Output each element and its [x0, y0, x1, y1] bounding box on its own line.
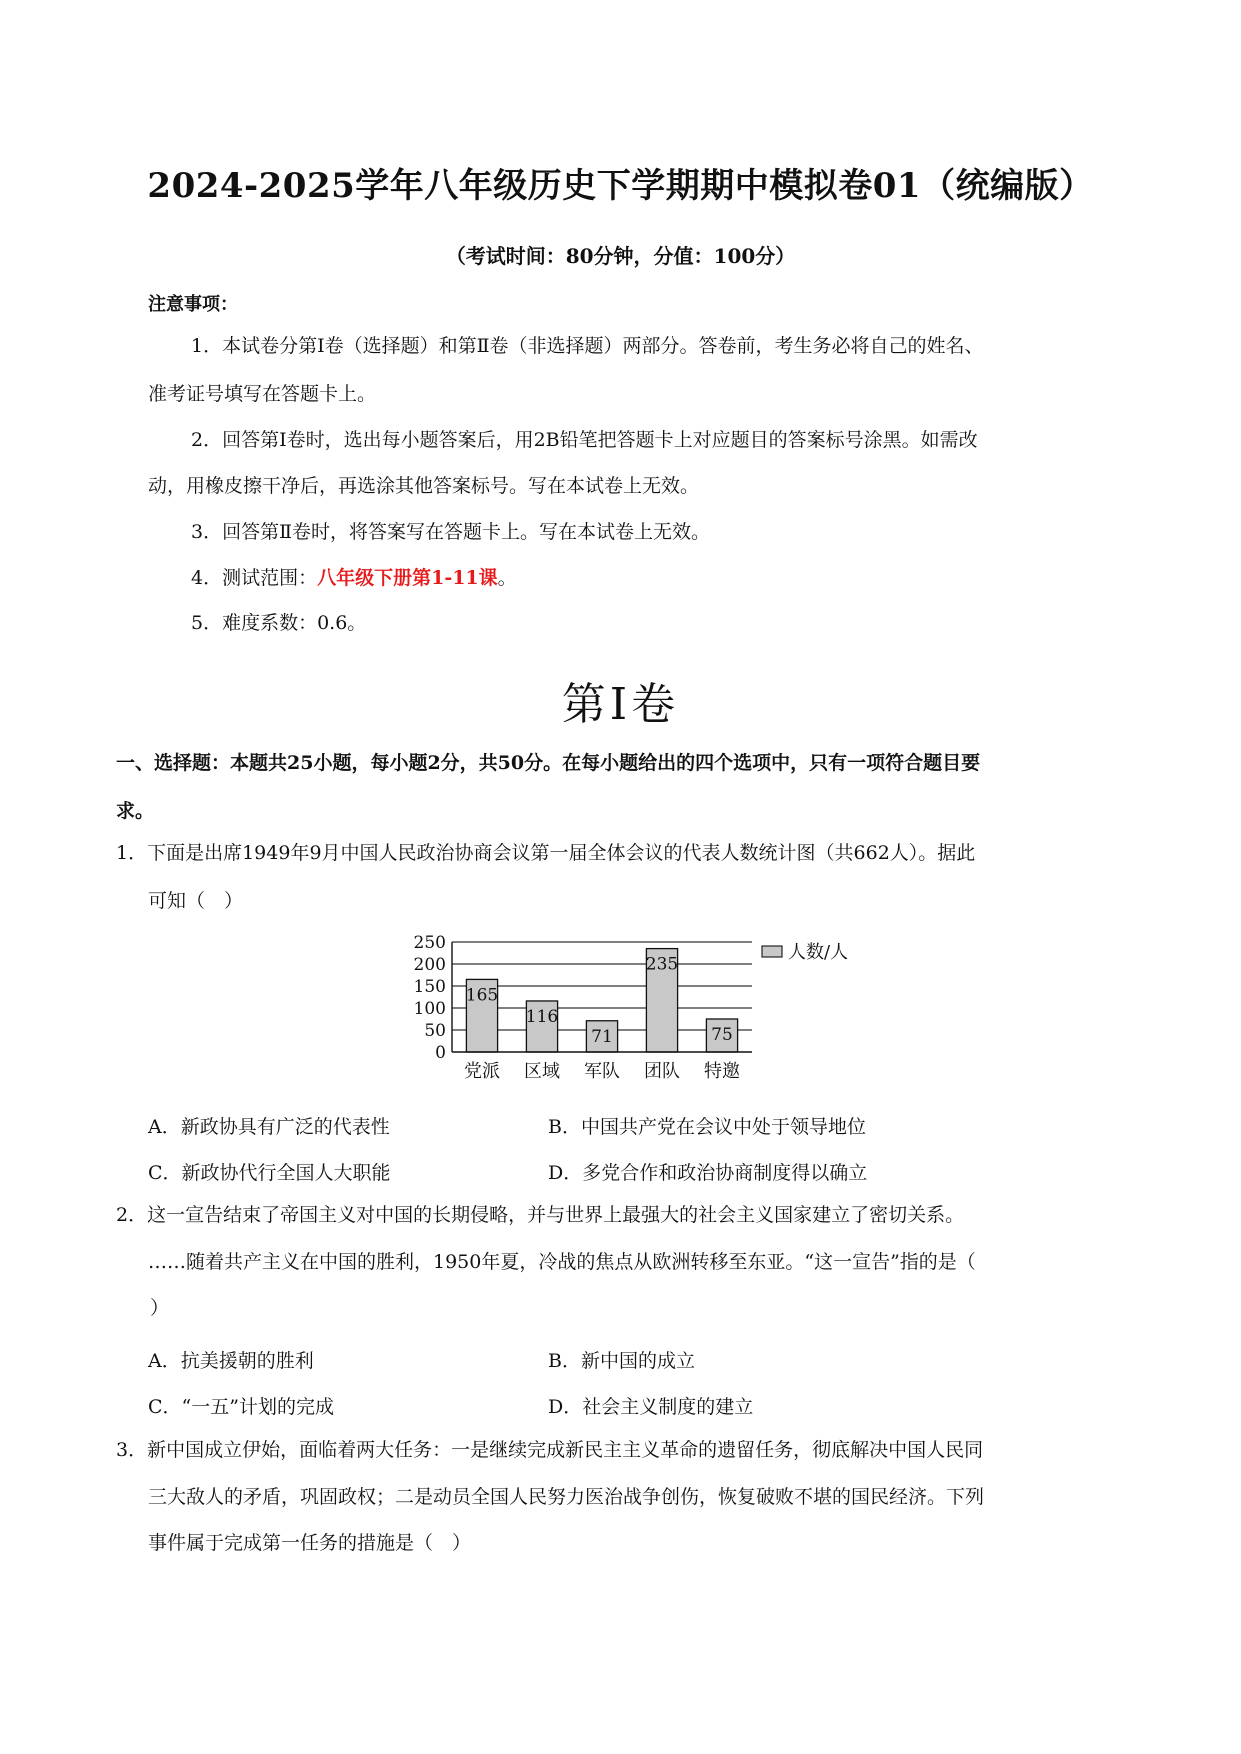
legend-label: 人数/人 — [788, 942, 849, 963]
bar-value-label-特邀: 75 — [711, 1025, 733, 1045]
question-1-stem-line-2: 可知（ ） — [148, 890, 244, 912]
question-1-option-d[interactable]: D．多党合作和政治协商制度得以确立 — [548, 1162, 868, 1184]
question-3-stem-line-2: 三大敌人的矛盾，巩固政权；二是动员全国人民努力医治战争创伤，恢复破败不堪的国民经济。下列 — [148, 1486, 985, 1508]
exam-subtitle: （考试时间：80分钟，分值：100分） — [445, 244, 796, 268]
y-tick-label-250: 250 — [413, 933, 446, 953]
question-1-stem-line-1: 1．下面是出席1949年9月中国人民政治协商会议第一届全体会议的代表人数统计图（共662人）。据此 — [116, 842, 976, 864]
test-scope-highlight: 八年级下册第1-11课 — [317, 567, 498, 589]
bar-value-label-军队: 71 — [591, 1026, 613, 1047]
question-2-stem-line-2: ……随着共产主义在中国的胜利，1950年夏，冷战的焦点从欧洲转移至东亚。“这一宣告”指的是（ — [148, 1251, 976, 1273]
question-2-option-a[interactable]: A．抗美援朝的胜利 — [148, 1350, 314, 1372]
notice-item-4-prefix: 4．测试范围： — [191, 567, 318, 589]
question-3-stem-line-3: 事件属于完成第一任务的措施是（ ） — [148, 1532, 472, 1554]
x-tick-label-党派: 党派 — [464, 1061, 500, 1082]
volume-title: 第Ⅰ卷 — [561, 679, 680, 730]
x-tick-label-区域: 区域 — [524, 1061, 560, 1082]
notice-item-2-line-2: 动，用橡皮擦干净后，再选涂其他答案标号。写在本试卷上无效。 — [148, 475, 700, 497]
question-1-option-c[interactable]: C．新政协代行全国人大职能 — [148, 1162, 391, 1184]
x-tick-label-军队: 军队 — [584, 1061, 620, 1082]
notice-item-4 — [191, 567, 517, 590]
question-2-option-d[interactable]: D．社会主义制度的建立 — [548, 1396, 754, 1418]
question-1-option-a[interactable]: A．新政协具有广泛的代表性 — [148, 1116, 390, 1138]
notice-item-2-line-1: 2．回答第Ⅰ卷时，选出每小题答案后，用2B铅笔把答题卡上对应题目的答案标号涂黑。如需改 — [191, 429, 978, 451]
question-2-option-b[interactable]: B．新中国的成立 — [548, 1350, 695, 1372]
section-heading-line-2: 求。 — [116, 800, 155, 822]
y-tick-label-150: 150 — [413, 977, 446, 997]
y-tick-label-50: 50 — [424, 1021, 446, 1041]
notice-item-4-suffix: 。 — [497, 567, 517, 589]
bar-value-label-区域: 116 — [525, 1006, 559, 1027]
exam-title: 2024-2025学年八年级历史下学期期中模拟卷01（统编版） — [147, 166, 1094, 206]
notice-item-3: 3．回答第Ⅱ卷时，将答案写在答题卡上。写在本试卷上无效。 — [191, 521, 711, 543]
y-tick-label-200: 200 — [413, 955, 446, 975]
bar-value-label-团队: 235 — [645, 954, 679, 975]
notice-item-1-line-2: 准考证号填写在答题卡上。 — [148, 383, 377, 405]
x-tick-label-特邀: 特邀 — [704, 1061, 740, 1082]
bar-value-label-党派: 165 — [465, 985, 499, 1006]
notice-item-1-line-1: 1．本试卷分第Ⅰ卷（选择题）和第Ⅱ卷（非选择题）两部分。答卷前，考生务必将自己的姓名、 — [191, 335, 984, 357]
x-tick-label-团队: 团队 — [644, 1061, 680, 1082]
chart-legend — [762, 942, 848, 963]
y-tick-label-100: 100 — [413, 999, 446, 1019]
question-2-stem-line-1: 2．这一宣告结束了帝国主义对中国的长期侵略，并与世界上最强大的社会主义国家建立了密切关系。 — [116, 1204, 965, 1226]
question-2-option-c[interactable]: C．“一五”计划的完成 — [148, 1396, 334, 1418]
question-3-stem-line-1: 3．新中国成立伊始，面临着两大任务：一是继续完成新民主主义革命的遗留任务，彻底解决中国人民同 — [116, 1439, 984, 1461]
delegate-bar-chart — [400, 930, 870, 1095]
question-1-option-b[interactable]: B．中国共产党在会议中处于领导地位 — [548, 1116, 866, 1138]
legend-swatch — [762, 946, 782, 957]
question-2-stem-line-3: ） — [150, 1297, 170, 1319]
notice-item-5: 5．难度系数：0.6。 — [191, 612, 367, 634]
y-tick-label-0: 0 — [435, 1043, 446, 1063]
notice-heading: 注意事项： — [148, 294, 238, 315]
section-heading-line-1: 一、选择题：本题共25小题，每小题2分，共50分。在每小题给出的四个选项中，只有一项符合题目要 — [116, 752, 981, 774]
